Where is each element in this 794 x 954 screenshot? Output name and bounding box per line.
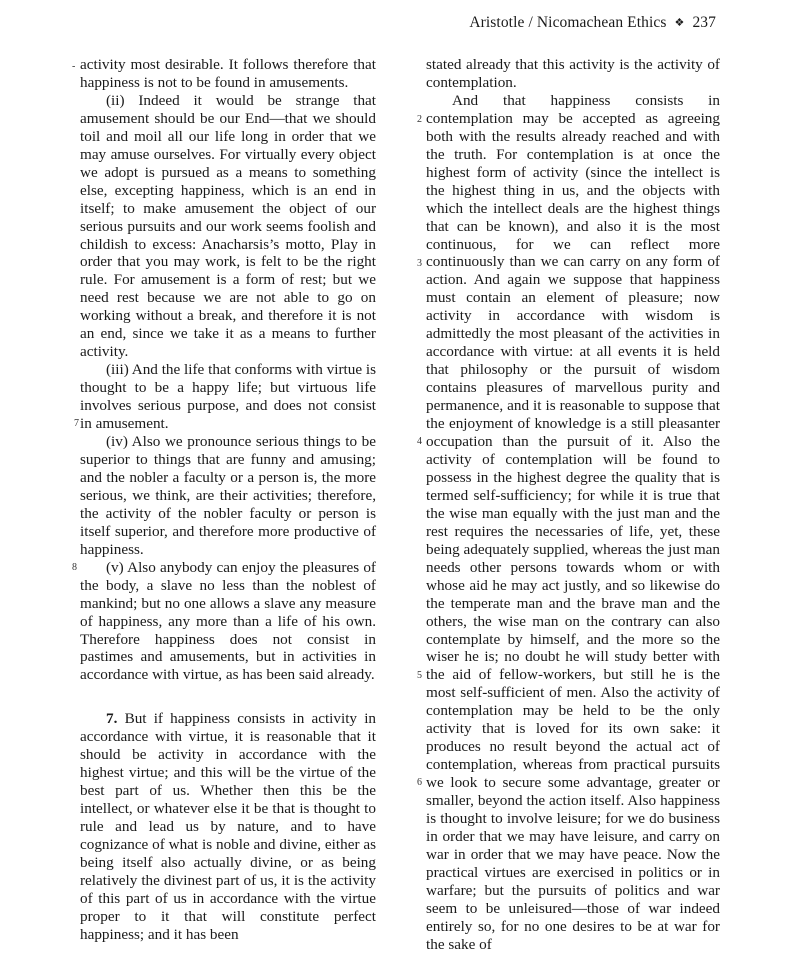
section-number: 7. — [106, 710, 118, 728]
paragraph-left-6-text: But if happiness consists in activity in accordance with virtue, it is reasonable that it should be activity in accordance with the highest virtue; and this will be the virtue of the best part of us. Whether then this be the intellect, or whatever else it be that is thought to rule and lead us by nature, and to have cognizance of what is noble and divine, either as being itself also actually divine, or as being relatively the divinest part of us, it is the activity of this part of us in accordance with the virtue proper to it that will constitute perfect happiness; and it has been — [80, 710, 377, 943]
paragraph-left-2: (ii) Indeed it would be strange that amusement should be our End—that we should toil and moil all our life long in order that we may amuse ourselves. For virtually every object we adopt is pursued as a means to something else, excepting happiness, which is an end in itself; to make amusement the object of our serious pursuits and our work seems foolish and childish to excess: Anacharsis’s motto, Play in order that you may work, is felt to be the right rule. For amusement is a form of rest; but we need rest because we are not able to go on working without a break, and therefore it is not an end, since we take it as a means to further activity. — [80, 91, 376, 361]
margin-number-right-3: 3 — [417, 258, 422, 269]
margin-number-right-2: 2 — [417, 114, 422, 125]
margin-number-left-7: 7 — [74, 418, 79, 429]
right-column — [426, 56, 720, 954]
header-author: Aristotle — [469, 14, 525, 31]
ornament-icon: ❖ — [674, 17, 685, 29]
header-separator: / — [528, 14, 533, 31]
paragraph-right-2: And that happiness consists in contemplation may be accepted as agreeing both with the results already reached and with the truth. For contemplation is at once the highest form of activity (since the intellect is the highest thing in us, and the objects with which the intellect deals are the highest things that can be known), and also it is the most continuous, for we can reflect more continuously than we can carry on any form of action. And again we suppose that happiness must contain an element of pleasure; now activity in accordance with wisdom is admittedly the most pleasant of the activities in accordance with virtue: at all events it is held that philosophy or the pursuit of wisdom contains pleasures of marvellous purity and permanence, and it is reasonable to suppose that the enjoyment of knowledge is a still pleasanter occupation than the pursuit of it. Also the activity of contemplation will be found to possess in the highest degree the quality that is termed self-sufficiency; for while it is true that the wise man equally with the just man and the rest requires the necessaries of life, yet, these being adequately supplied, whereas the just man needs other persons towards whom or with whose aid he may act justly, and so likewise do the temperate man and the brave man and the others, the wise man on the contrary can also contemplate by himself, and the more so the wiser he is; no doubt he will study better with the aid of fellow-workers, but still he is the most self-sufficient of men. Also the activity of contemplation may be held to be the only activity that is loved for its own sake: it produces no result beyond the actual act of contemplation, whereas from practical pursuits we look to secure some advantage, greater or smaller, beyond the action itself. Also happiness is thought to involve leisure; for we do business in order that we may have leisure, and carry on war in order that we may have peace. Now the practical virtues are exercised in politics or in warfare; but the pursuits of politics and war seem to be unleisured—those of war indeed entirely so, for no one desires to be at war for the sake of — [426, 91, 720, 953]
header-work: Nicomachean Ethics — [536, 14, 667, 31]
paragraph-left-3: (iii) And the life that conforms with virtue is thought to be a happy life; but virtuous life involves serious purpose, and does not consist in amusement. — [80, 361, 376, 433]
margin-number-right-4: 4 — [417, 436, 422, 447]
margin-number-left-8: 8 — [72, 562, 77, 573]
section-gap — [80, 684, 376, 710]
margin-number-right-6: 6 — [417, 777, 422, 788]
paragraph-left-6 — [80, 710, 376, 943]
paragraph-left-5: (v) Also anybody can enjoy the pleasures of the body, a slave no less than the noblest of mankind; but no one allows a slave any measure of happiness, any more than a life of his own. Therefore happiness does not consist in pastimes and amusements, but in activities in accordance with virtue, as has been said already. — [80, 558, 376, 684]
left-column — [80, 56, 376, 944]
margin-mark-left-top: - — [72, 61, 76, 72]
paragraph-left-4: (iv) Also we pronounce serious things to be superior to things that are funny and amusing; and the nobler a faculty or a person is, the more serious, we think, are their activities; therefore, the activity of the nobler faculty or person is itself superior, and therefore more productive of happiness. — [80, 433, 376, 558]
running-head — [469, 14, 716, 32]
margin-number-right-5: 5 — [417, 670, 422, 681]
paragraph-left-1: activity most desirable. It follows therefore that happiness is not to be found in amusements. — [80, 56, 376, 91]
paragraph-right-1: stated already that this activity is the activity of contemplation. — [426, 56, 720, 91]
page-number: 237 — [692, 14, 716, 31]
